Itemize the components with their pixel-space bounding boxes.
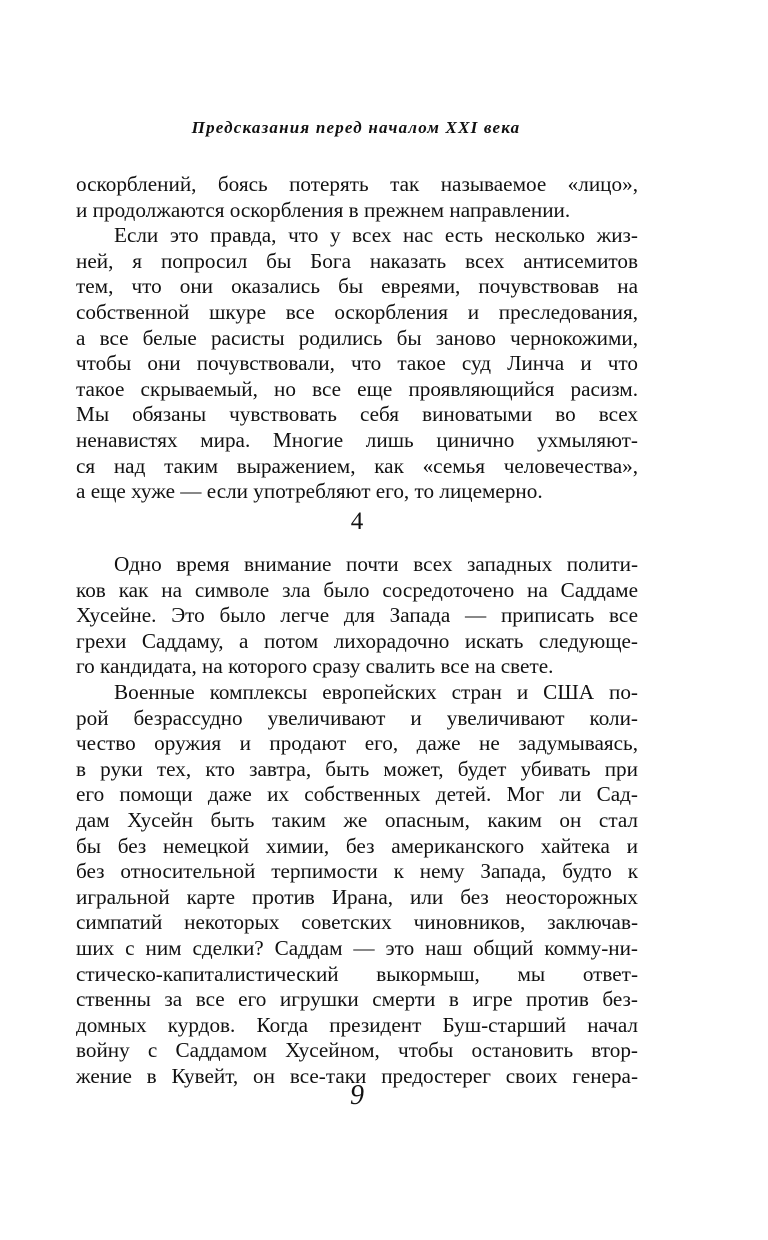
text-line: чество оружия и продают его, даже не задумываясь,	[76, 731, 638, 756]
text-line: Хусейне. Это было легче для Запада — приписать все	[76, 603, 638, 628]
text-line: ков как на символе зла было сосредоточено на Саддаме	[76, 577, 638, 602]
text-line: без относительной терпимости к нему Запада, будто к	[76, 859, 638, 884]
page-number: 9	[350, 1080, 364, 1111]
text-line: Если это правда, что у всех нас есть несколько жиз-	[114, 223, 638, 248]
running-header: Предсказания перед началом XXI века	[191, 118, 521, 137]
text-line: такое скрываемый, но все еще проявляющийся расизм.	[76, 376, 638, 401]
text-line: го кандидата, на которого сразу свалить все на свете.	[76, 654, 554, 679]
text-line: а все белые расисты родились бы заново чернокожими,	[76, 325, 638, 350]
text-line: собственной шкуре все оскорбления и преследования,	[76, 299, 638, 324]
text-line: ственны за все его игрушки смерти в игре против без-	[76, 987, 638, 1012]
text-line: ся над таким выражением, как «семья человечества»,	[76, 453, 638, 478]
text-line: Одно время внимание почти всех западных полити-	[114, 552, 638, 576]
text-line: жение в Кувейт, он все-таки предостерег своих генера-	[76, 1063, 638, 1088]
text-line: ненавистях мира. Многие лишь цинично ухмыляют-	[76, 427, 638, 452]
text-line: его помощи даже их собственных детей. Мог ли Сад-	[76, 782, 638, 807]
text-line: домных курдов. Когда президент Буш-старший начал	[76, 1012, 638, 1037]
section-number: 4	[350, 508, 364, 535]
text-line: тем, что они оказались бы евреями, почувствовав на	[76, 274, 638, 299]
text-line: Военные комплексы европейских стран и США по-	[114, 679, 638, 704]
text-line: симпатий некоторых советских чиновников, заключав-	[76, 910, 638, 935]
text-block-continuation	[76, 172, 638, 505]
text-line: а еще хуже — если употребляют его, то лицемерно.	[76, 479, 543, 504]
text-block-section-4	[76, 552, 638, 1089]
text-line: стическо-капиталистический выкормыш, мы ответ-	[76, 961, 638, 986]
text-line: в руки тех, кто завтра, быть может, будет убивать при	[76, 756, 638, 781]
text-line: чтобы они почувствовали, что такое суд Линча и что	[76, 351, 638, 376]
text-line: дам Хусейн быть таким же опасным, каким он стал	[76, 807, 638, 832]
text-line: Мы обязаны чувствовать себя виноватыми во всех	[76, 402, 638, 427]
text-line: рой безрассудно увеличивают и увеличивают коли-	[76, 705, 638, 730]
text-line: игральной карте против Ирана, или без неосторожных	[76, 884, 638, 909]
text-line: ших с ним сделки? Саддам — это наш общий комму-ни-	[76, 935, 638, 960]
text-line: ней, я попросил бы Бога наказать всех антисемитов	[76, 248, 638, 273]
text-line: и продолжаются оскорбления в прежнем направлении.	[76, 197, 571, 222]
text-line: оскорблений, боясь потерять так называемое «лицо»,	[76, 172, 638, 196]
text-line: войну с Саддамом Хусейном, чтобы остановить втор-	[76, 1038, 638, 1063]
text-line: грехи Саддаму, а потом лихорадочно искать следующе-	[76, 628, 638, 653]
text-line: бы без немецкой химии, без американского хайтека и	[76, 833, 638, 858]
